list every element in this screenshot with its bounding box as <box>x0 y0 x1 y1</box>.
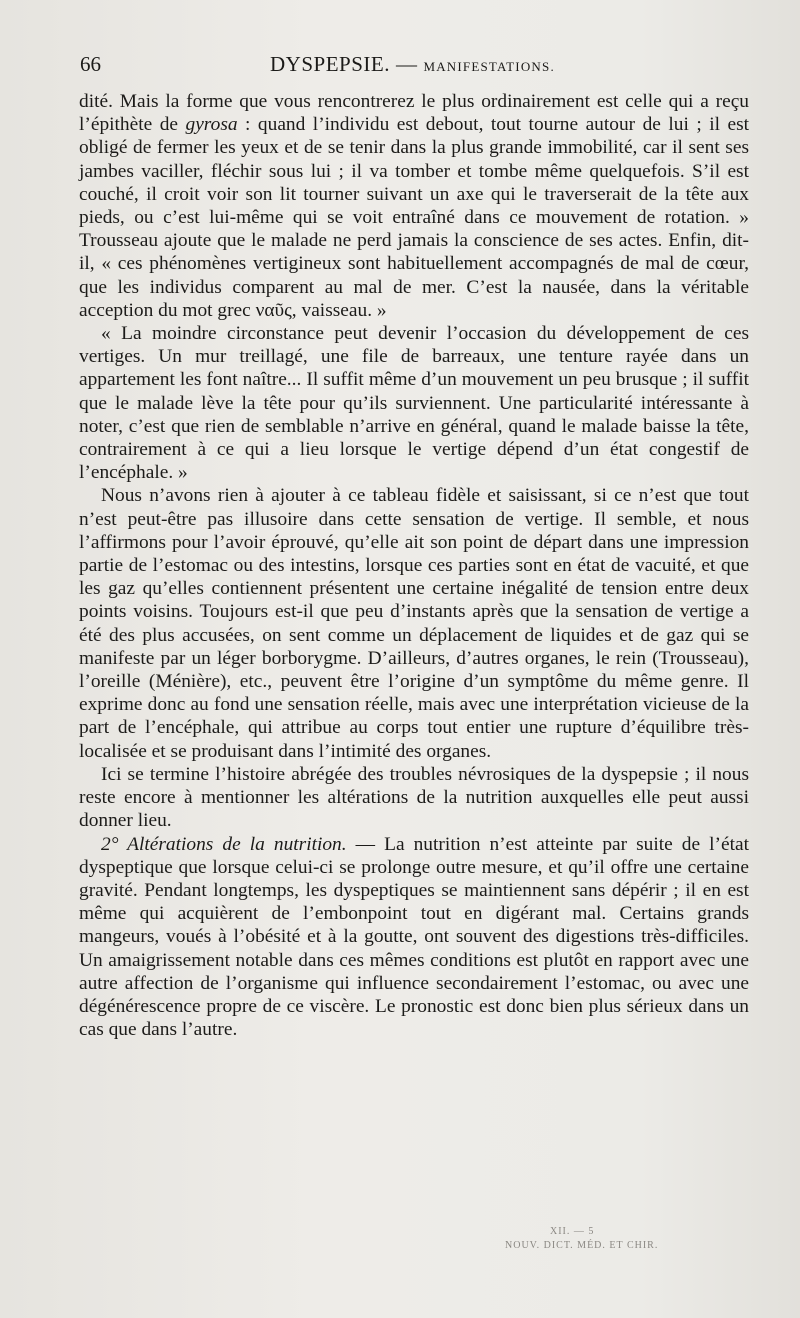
paragraph-transition: Ici se termine l’histoire abrégée des troubles névrosiques de la dyspepsie ; il nous reste encore à mentionner les altérations de la nutrition auxquelles elle peut aussi donner lieu. <box>79 763 749 832</box>
chapter-title: DYSPEPSIE. <box>270 52 390 76</box>
running-title <box>270 52 555 77</box>
paragraph-text: dité. Mais la forme que vous rencontrerez le plus ordinairement est celle qui a reçu l’épithète de <box>79 91 749 136</box>
page-body <box>79 90 749 1041</box>
paragraph-commentary: Nous n’avons rien à ajouter à ce tableau fidèle et saisissant, si ce n’est que tout n’est peut-être pas illusoire dans cette sensation de vertige. Il semble, et nous l’affirmons pour l’avoir éprouvé, qu’elle ait son point de départ dans une impression partie de l’estomac ou des intestins, lorsque ces parties sont en état de vacuité, et que les gaz qu’elles contiennent présentent une certaine inégalité de tension entre deux points voisins. Toujours est-il que peu d’instants après que la sensation de vertige a été des plus accusées, on sent comme un déplacement de liquides et de gaz qui se manifeste par un léger borborygme. D’ailleurs, d’autres organes, le rein (Trousseau), l’oreille (Ménière), etc., peuvent être l’origine d’un symptôme du même genre. Il exprime donc au fond une sensation réelle, mais avec une interprétation vicieuse de la part de l’encéphale, qui attribue au corps tout entier une rupture d’équilibre très-localisée et se produisant dans l’intimité des organes. <box>79 485 749 762</box>
page-footer <box>505 1226 659 1251</box>
paragraph-text: : quand l’individu est debout, tout tourne autour de lui ; il est obligé de fermer les yeux et de se tenir dans la plus grande immobilité, car il sent ses jambes vaciller, fléchir sous lui ; il va tomber et tombe même quelquefois. S’il est couché, il croit voir son lit tourner suivant un axe qui le traverserait de la tête aux pieds, ou c’est lui-même qui se voit entraîné dans ce mouvement de rotation. » Trousseau ajoute que le malade ne perd jamais la conscience de ses actes. Enfin, dit-il, « ces phénomènes vertigineux sont habituellement accompagnés de mal de cœur, que les individus comparent au mal de mer. C’est la nausée, dans la véritable acception du mot grec ναῦς, vaisseau. » <box>79 114 750 321</box>
paragraph-continuation <box>79 90 749 322</box>
section-heading-nutrition: 2° Altérations de la nutrition. <box>101 833 347 855</box>
running-header <box>80 52 750 86</box>
section-subtitle: MANIFESTATIONS. <box>423 59 555 74</box>
paragraph-quote-vertiges: « La moindre circonstance peut devenir l’occasion du développement de ces vertiges. Un mur treillagé, une file de barreaux, une tenture rayée dans un appartement les font naître... Il suffit même d’un mouvement un peu brusque ; il suffit que le malade lève la tête pour qu’ils surviennent. Une particularité intéressante à noter, c’est que rien de semblable n’arrive en général, quand le malade baisse la tête, contrairement à ce qui a lieu lorsque le vertige dépend d’un état congestif de l’encéphale. » <box>79 323 749 484</box>
italic-term: gyrosa <box>185 114 238 136</box>
imprint-line: NOUV. DICT. MÉD. ET CHIR. <box>505 1240 659 1251</box>
volume-mark: XII. — 5 <box>550 1226 595 1237</box>
page-number: 66 <box>80 52 101 76</box>
paragraph-nutrition <box>79 833 749 1042</box>
section-text-nutrition: — La nutrition n’est atteinte par suite de l’état dyspeptique que lorsque celui-ci se prolonge outre mesure, et qu’il offre une certaine gravité. Pendant longtemps, les dyspeptiques se maintiennent sans dépérir ; il en est même qui acquièrent de l’embonpoint tout en digérant mal. Certains grands mangeurs, voués à l’obésité et à la goutte, ont souvent des digestions très-difficiles. Un amaigrissement notable dans ces mêmes conditions est plutôt en rapport avec une autre affection de l’organisme qui influence secondairement l’estomac, ou avec une dégénérescence propre de ce viscère. Le pronostic est donc bien plus sérieux dans un cas que dans l’autre. <box>79 833 750 1041</box>
header-dash: — <box>395 52 418 76</box>
